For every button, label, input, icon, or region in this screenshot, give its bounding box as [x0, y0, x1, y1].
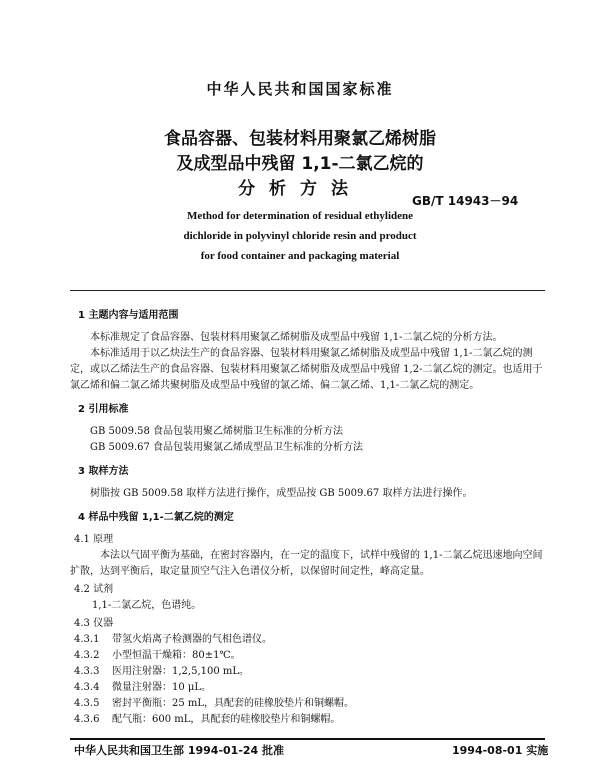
instrument-item [70, 648, 548, 664]
instrument-item [70, 712, 548, 728]
english-title-line-3: for food container and packaging material [200, 250, 400, 262]
footer-divider [70, 738, 545, 740]
instrument-item [70, 696, 548, 712]
section-3 [70, 464, 548, 502]
section-4 [70, 510, 548, 728]
item-number: 4.3.5 [74, 698, 100, 709]
instrument-item [70, 632, 548, 648]
section-3-paragraph: 树脂按 GB 5009.58 取样方法进行操作，成型品按 GB 5009.67 取样方法进行操作。 [90, 488, 473, 499]
section-4-heading: 4 样品中残留 1,1-二氯乙烷的测定 [78, 512, 234, 523]
document-body [70, 308, 548, 736]
item-text: 带氢火焰离子检测器的气相色谱仪。 [112, 634, 272, 645]
title-line-1: 食品容器、包装材料用聚氯乙烯树脂 [164, 129, 436, 149]
section-2 [70, 402, 548, 456]
item-text: 医用注射器：1,2,5,100 mL。 [112, 666, 250, 677]
subsection-4-1-body: 本法以气固平衡为基础，在密封容器内，在一定的温度下，试样中残留的 1,1-二氯乙烷迅速地向空间扩散，达到平衡后，取定量顶空气注入色谱仪分析，以保留时间定性，峰高定量。 [70, 550, 543, 577]
item-text: 配气瓶：600 mL，具配套的硅橡胶垫片和铜螺帽。 [112, 714, 341, 725]
title-divider [70, 290, 545, 291]
subsection-4-3-heading: 4.3 仪器 [74, 618, 114, 629]
section-1-paragraph-1: 本标准规定了食品容器、包装材料用聚氯乙烯树脂及成型品中残留 1,1-二氯乙烷的分析方法。 [90, 332, 503, 343]
instrument-item [70, 664, 548, 680]
english-title [0, 206, 600, 266]
reference-item-2: GB 5009.67 食品包装用聚氯乙烯成型品卫生标准的分析方法 [90, 442, 364, 453]
item-text: 微量注射器：10 μL。 [112, 682, 212, 693]
item-text: 小型恒温干燥箱：80±1℃。 [112, 650, 241, 661]
item-number: 4.3.1 [74, 634, 100, 645]
title-line-2: 及成型品中残留 1,1-二氯乙烷的 [176, 154, 424, 174]
subsection-4-2-heading: 4.2 试剂 [74, 584, 114, 595]
section-1-paragraph-2: 本标准适用于以乙炔法生产的食品容器、包装材料用聚氯乙烯树脂及成型品中残留 1,1-二氯乙烷的测定，或以乙烯法生产的食品容器、包装材料用聚氯乙烯树脂及成型品中残留 1,2-二氯乙烷的测定。也适用于氯乙烯和偏二氯乙烯共聚树脂及成型品中残留的氯乙烯、偏二氯乙烯、1,1-二氯乙烷的测定。 [70, 348, 543, 391]
instrument-list [70, 632, 548, 728]
subsection-4-2-body: 1,1-二氯乙烷，色谱纯。 [92, 600, 202, 611]
implementation-date: 1994-08-01 实施 [452, 744, 549, 757]
standard-header: 中华人民共和国国家标准 [206, 80, 394, 98]
subsection-4-1-heading: 4.1 原理 [74, 534, 114, 545]
section-1 [70, 308, 548, 394]
english-title-line-1: Method for determination of residual ethylidene [187, 210, 413, 222]
reference-item-1: GB 5009.58 食品包装用聚乙烯树脂卫生标准的分析方法 [90, 426, 344, 437]
section-3-heading: 3 取样方法 [78, 466, 129, 477]
standard-code: GB/T 14943－94 [412, 194, 519, 208]
item-number: 4.3.3 [74, 666, 100, 677]
instrument-item [70, 680, 548, 696]
english-title-line-2: dichloride in polyvinyl chloride resin and product [183, 230, 417, 242]
item-number: 4.3.4 [74, 682, 100, 693]
item-text: 密封平衡瓶：25 mL，具配套的硅橡胶垫片和铜螺帽。 [112, 698, 355, 709]
title-line-3: 分析方法 [238, 179, 362, 199]
item-number: 4.3.2 [74, 650, 100, 661]
item-number: 4.3.6 [74, 714, 100, 725]
section-2-heading: 2 引用标准 [78, 404, 129, 415]
section-1-heading: 1 主题内容与适用范围 [78, 310, 179, 321]
approval-statement: 中华人民共和国卫生部 1994-01-24 批准 [74, 744, 285, 757]
